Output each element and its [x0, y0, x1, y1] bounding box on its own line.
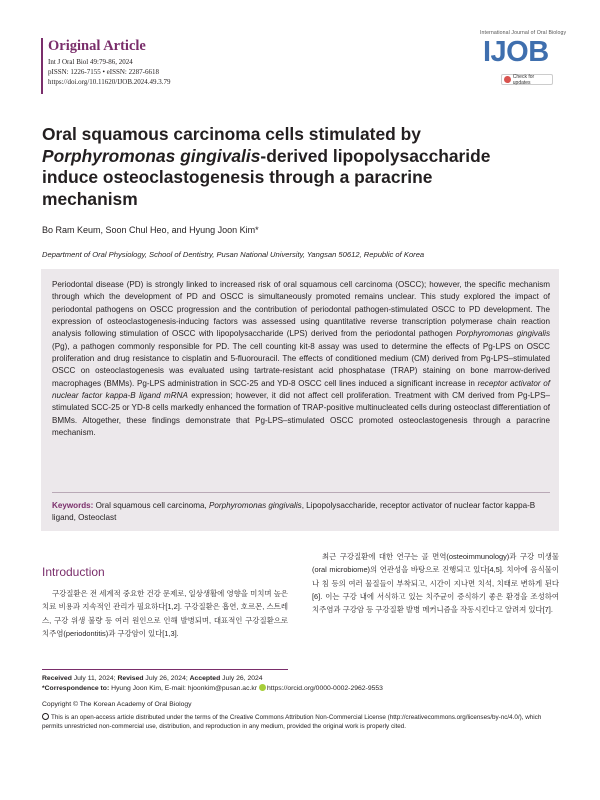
abstract-text: Periodontal disease (PD) is strongly linked to increased risk of oral squamous cell carcinoma (OSCC); however, the specific mechanism through which the development of PD and OSCC is simultaneously promoted remains unclear. This study explored the impact of periodontal pathogens on OSCC progression and the contribution of periodontal pathogen-stimulated OSCC to PD development. The expression of osteoclastogenesis-inducing factors was assessed using quantitative reverse transcription polymerase chain reaction analysis following stimulation of OSCC with lipopolysaccharide (LPS) derived from the periodontal pathogen Porphyromonas gingivalis (Pg), a pathogen commonly responsible for PD. The cell counting kit-8 assay was used to determine the effects of Pg-LPS on OSCC proliferation and drug resistance to cisplatin and 5-fluorouracil. The effects of conditioned medium (CM) derived from Pg-LPS–stimulated OSCC on osteoclastogenesis was evaluated using tartrate-resistant acid phosphatase (TRAP) staining on bone marrow-derived macrophages (BMMs). Pg-LPS administration in SCC-25 and YD-8 OSCC cell lines induced a significant increase in receptor activator of nuclear factor kappa-B ligand mRNA expression; however, it did not affect cell proliferation. Treatment with CM derived from Pg-LPS–stimulated SCC-25 or YD-8 cells markedly enhanced the formation of TRAP-positive multinucleated cells during osteoclast differentiation of BMMs. Altogether, these findings demonstrate that Pg-LPS–stimulated OSCC promoted osteoclastogenesis through a paracrine mechanism.	[52, 280, 550, 438]
article-title: Oral squamous carcinoma cells stimulated by Porphyromonas gingivalis-derived lipopolysaccharide induce osteoclastogenesis through a paracrine mechanism	[42, 124, 491, 209]
issn: pISSN: 1226-7155 • eISSN: 2287-6618	[48, 67, 159, 76]
intro-right-column: 최근 구강질환에 대한 연구는 골 면역(osteoimmunology)과 구강 미생물(oral microbiome)의 연관성을 바탕으로 진행되고 있다[4,5]. 치아에 음식물이나 침 등의 여러 물질들이 부착되고, 시간이 지나면 치석, 치태로 변하게 된다[6]. 이는 구강 내에 서식하고 있는 치주균이 증식하기 좋은 환경을 조성하여 치주염과 구강암 등 구강질환 발병 메커니즘을 작동시킨다고 알려져 있다[7].	[312, 552, 559, 615]
open-access-icon	[42, 713, 49, 720]
keywords: Keywords: Oral squamous cell carcinoma, Porphyromonas gingivalis, Lipopolysaccharide, receptor activator of nuclear factor kappa-B ligand, Osteoclast	[52, 501, 536, 523]
footer-divider	[42, 669, 288, 670]
citation-block	[48, 58, 171, 87]
keywords-divider	[52, 492, 550, 493]
orcid-icon	[259, 684, 266, 691]
affiliation: Department of Oral Physiology, School of Dentistry, Pusan National University, Yangsan 50612, Republic of Korea	[42, 250, 425, 259]
journal-name: International Journal of Oral Biology	[480, 30, 567, 36]
orcid-link[interactable]: https://orcid.org/0000-0002-2962-9553	[266, 685, 383, 692]
check-updates-icon	[504, 76, 511, 83]
check-updates-label: Check for updates	[512, 73, 535, 86]
correspondence: *Correspondence to: Hyung Joon Kim, E-mail: hjoonkim@pusan.ac.kr https://orcid.org/0000-0002-2962-9553	[42, 685, 383, 692]
citation: Int J Oral Biol 49:79-86, 2024	[48, 58, 133, 66]
license: This is an open-access article distributed under the terms of the Creative Commons Attribution Non-Commercial License (http://creativecommons.org/licenses/by-nc/4.0/), which permits unrestricted non-commercial use, distribution, and reproduction in any medium, provided the original work is properly cited.	[42, 714, 542, 730]
doi-link[interactable]: https://doi.org/10.11620/IJOB.2024.49.3.79	[48, 77, 171, 86]
title-italic: Porphyromonas gingivalis	[42, 145, 261, 166]
article-type: Original Article	[48, 38, 146, 54]
keywords-label: Keywords:	[52, 501, 94, 510]
header-accent-rule	[41, 38, 43, 94]
section-heading-introduction: Introduction	[42, 565, 105, 579]
authors: Bo Ram Keum, Soon Chul Heo, and Hyung Joon Kim*	[42, 225, 259, 235]
dates: Received July 11, 2024; Revised July 26, 2024; Accepted July 26, 2024	[42, 675, 263, 682]
check-updates-button[interactable]	[501, 74, 553, 85]
copyright: Copyright © The Korean Academy of Oral Biology	[42, 701, 192, 708]
journal-logo: IJOB	[483, 36, 549, 68]
intro-left-column: 구강질환은 전 세계적 중요한 건강 문제로, 일상생활에 영향을 미치며 높은 치료 비용과 지속적인 관리가 필요하다[1,2]. 구강질환은 흡연, 호르몬, 스트레스, 구강 위생 불량 등 여러 원인으로 인해 발병되며, 대표적인 구강질환으로 치주염(periodontitis)과 구강암이 있다[1,3].	[42, 589, 288, 638]
